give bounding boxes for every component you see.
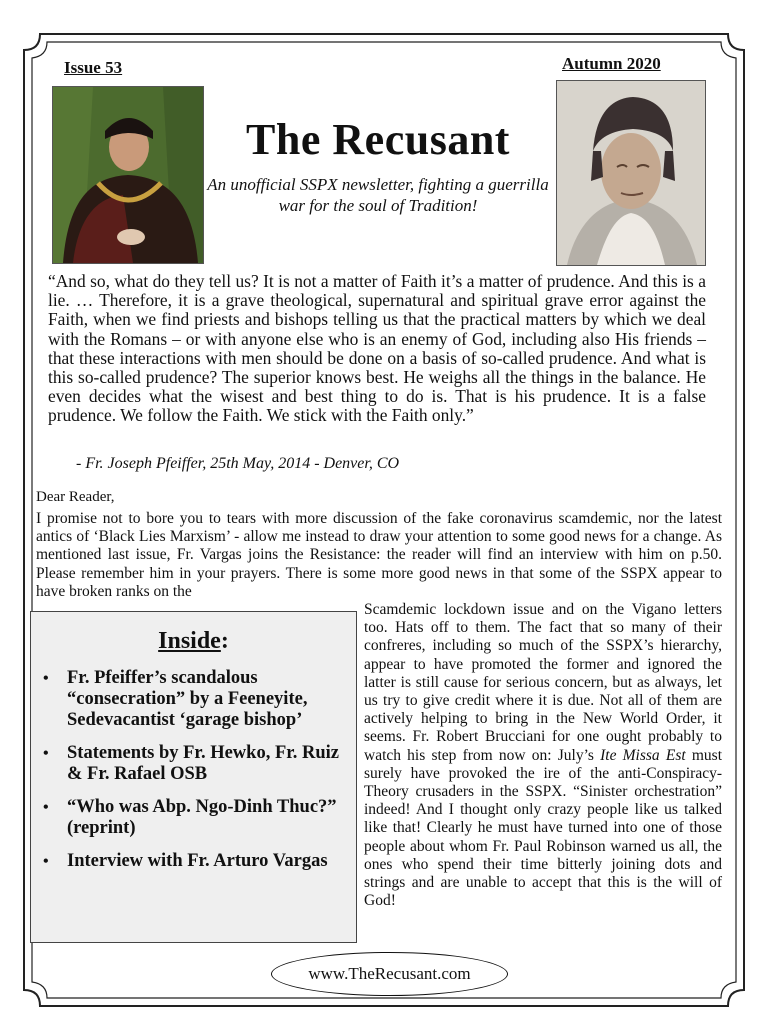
- letter-column: Scamdemic lockdown issue and on the Vigano letters too. Hats off to them. The fact that so many of their confreres, including so much of the SSPX’s hierarchy, appear to have promoted the former and ignored the latter is still cause for serious concern, but as always, let us try to give credit where it is due. Not all of them are actively helping to bring in the New World Order, it seems. Fr. Robert Brucciani for one ought probably to watch his step from now on: July’s Ite Missa Est must surely have provoked the ire of the anti-Conspiracy-Theory crusaders in the SSPX. “Sinister orchestration” indeed! And I thought only crazy people like us talked like that! Clearly he must have turned into one of those people about whom Fr. Paul Robinson warned us all, the ones who spend their time bitterly joining dots and strings and are unable to accept that this is the will of God!: [364, 601, 722, 910]
- list-item: • Statements by Fr. Hewko, Fr. Ruiz & Fr. Rafael OSB: [43, 743, 340, 784]
- bullet-icon: •: [43, 853, 49, 870]
- newsletter-title: The Recusant: [246, 115, 510, 164]
- list-item: • “Who was Abp. Ngo-Dinh Thuc?” (reprint): [43, 797, 337, 838]
- list-item: • Fr. Pfeiffer’s scandalous “consecration” by a Feeneyite, Sedevacantist ‘garage bishop’: [43, 668, 308, 730]
- issue-number: Issue 53: [64, 58, 123, 77]
- newsletter-subtitle: An unofficial SSPX newsletter, fighting a guerrilla war for the soul of Tradition!: [207, 175, 549, 215]
- quote-attribution: - Fr. Joseph Pfeiffer, 25th May, 2014 - Denver, CO: [76, 455, 400, 472]
- opening-quote: “And so, what do they tell us? It is not a matter of Faith it’s a matter of prudence. And this is a lie. … Therefore, it is a grave theological, supernatural and spiritual grave error against the Faith, when we find priests and bishops telling us that the practical matters by which we deal with the Romans – or with anyone else who is an enemy of God, including also His friends – that these interactions with men should be done on a basis of so-called prudence. And what is this so-called prudence? The superior knows best. He weighs all the things in the balance. He even decides what the wisest and best thing to do is. That is his prudence. It is a false prudence. We follow the Faith. We stick with the Faith only.”: [48, 271, 706, 426]
- magazine-title: Ite Missa Est: [600, 746, 686, 764]
- bullet-icon: •: [43, 799, 49, 816]
- inside-heading: Inside:: [158, 628, 229, 654]
- issue-season: Autumn 2020: [562, 54, 661, 73]
- list-item: • Interview with Fr. Arturo Vargas: [43, 851, 328, 871]
- portrait-st-thomas-more-icon: [52, 86, 204, 264]
- bullet-icon: •: [43, 745, 49, 762]
- inside-list: [39, 668, 350, 884]
- letter-greeting: Dear Reader,: [36, 489, 115, 505]
- letter-intro: I promise not to bore you to tears with more discussion of the fake coronavirus scamdemic, nor the latest antics of ‘Black Lies Marxism’ - allow me instead to draw your attention to some good news for a change. As mentioned last issue, Fr. Vargas joins the Resistance: the reader will find an interview with him on p.50. Please remember him in your prayers. There is some more good news in that some of the SSPX appear to have broken ranks on the: [36, 510, 722, 600]
- inside-contents-box: [30, 611, 357, 943]
- portrait-st-john-fisher-icon: [556, 80, 706, 266]
- bullet-icon: •: [43, 670, 49, 687]
- website-link[interactable]: www.TheRecusant.com: [271, 952, 508, 996]
